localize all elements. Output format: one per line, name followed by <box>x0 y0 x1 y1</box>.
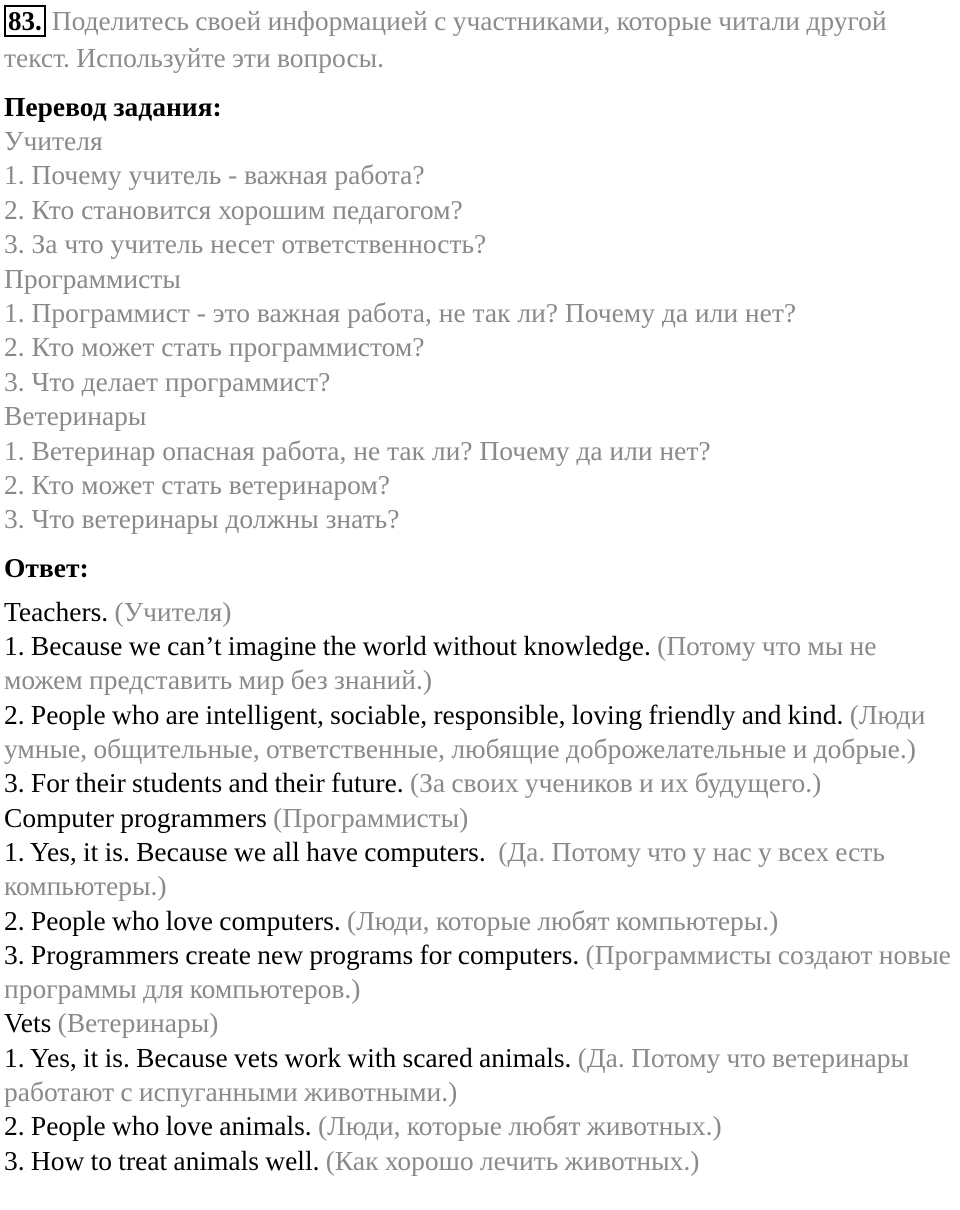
answer-english: Teachers. <box>4 595 109 627</box>
answer-english: 3. Programmers create new programs for computers. <box>4 938 580 970</box>
translation-line: 1. Ветеринар опасная работа, не так ли? Почему да или нет? <box>4 434 711 466</box>
answer-heading: Ответ: <box>4 551 89 583</box>
translation-heading: Перевод задания: <box>4 91 222 122</box>
answer-item <box>4 629 958 698</box>
answer-russian: (Ветеринары) <box>57 1007 219 1039</box>
translation-line: 3. Что делает программист? <box>4 365 331 397</box>
answer-english: 2. People who love animals. <box>4 1110 312 1142</box>
answer-english: 2. People who love computers. <box>4 904 341 936</box>
answer-english: 1. Yes, it is. Because we all have computers. <box>4 835 486 867</box>
translation-line: 1. Почему учитель - важная работа? <box>4 159 425 191</box>
task-text: Поделитесь своей информацией с участниками, которые читали другой текст. Используйте эти вопросы. <box>4 5 887 73</box>
answer-item <box>4 938 958 1007</box>
answer-item <box>4 698 958 767</box>
answer-english: 1. Because we can’t imagine the world without knowledge. <box>4 630 651 662</box>
translation-line: 3. Что ветеринары должны знать? <box>4 503 400 535</box>
answer-russian: (Программисты создают новые программы для компьютеров.) <box>4 938 951 1005</box>
answer-russian: (Люди умные, общительные, ответственные, любящие доброжелательные и добрые.) <box>4 698 926 765</box>
answer-english: Computer programmers <box>4 801 267 833</box>
answer-item <box>4 801 958 835</box>
answer-item <box>4 595 958 629</box>
answer-item <box>4 1109 958 1143</box>
answer-russian: (Люди, которые любят компьютеры.) <box>347 904 779 936</box>
answer-english: 1. Yes, it is. Because vets work with scared animals. <box>4 1041 572 1073</box>
document <box>4 0 958 1178</box>
answer-item <box>4 1006 958 1040</box>
answer-russian: (Да. Потому что ветеринары работают с испуганными животными.) <box>4 1041 909 1108</box>
answer-russian: (Учителя) <box>114 595 232 627</box>
answer-english: 2. People who are intelligent, sociable, responsible, loving friendly and kind. <box>4 698 844 730</box>
translation-line: 2. Кто может стать ветеринаром? <box>4 469 390 501</box>
answer-item <box>4 1144 958 1178</box>
answer-item <box>4 835 958 904</box>
answer-item <box>4 1041 958 1110</box>
answer-russian: (Да. Потому что у нас у всех есть компьютеры.) <box>4 835 885 902</box>
answer-english: 3. For their students and their future. <box>4 767 404 799</box>
answer-russian: (Как хорошо лечить животных.) <box>325 1144 700 1176</box>
translation-line: 1. Программист - это важная работа, не так ли? Почему да или нет? <box>4 297 797 329</box>
translation-line: Ветеринары <box>4 400 147 432</box>
translation-list <box>4 124 958 537</box>
answer-russian: (Люди, которые любят животных.) <box>317 1110 722 1142</box>
translation-line: 2. Кто становится хорошим педагогом? <box>4 193 463 225</box>
translation-line: 2. Кто может стать программистом? <box>4 331 425 363</box>
answer-russian: (Потому что мы не можем представить мир без знаний.) <box>4 630 877 696</box>
task-number: 83. <box>4 5 46 37</box>
task-statement <box>4 2 958 76</box>
answer-english: 3. How to treat animals well. <box>4 1144 320 1176</box>
answer-item <box>4 766 958 800</box>
answer-english: Vets <box>4 1007 52 1039</box>
answer-list <box>4 595 958 1178</box>
answer-russian: (Программисты) <box>273 801 469 833</box>
translation-line: 3. За что учитель несет ответственность? <box>4 228 487 260</box>
translation-line: Учителя <box>4 125 103 156</box>
answer-item <box>4 904 958 938</box>
translation-line: Программисты <box>4 262 181 294</box>
answer-russian: (За своих учеников и их будущего.) <box>409 767 822 799</box>
